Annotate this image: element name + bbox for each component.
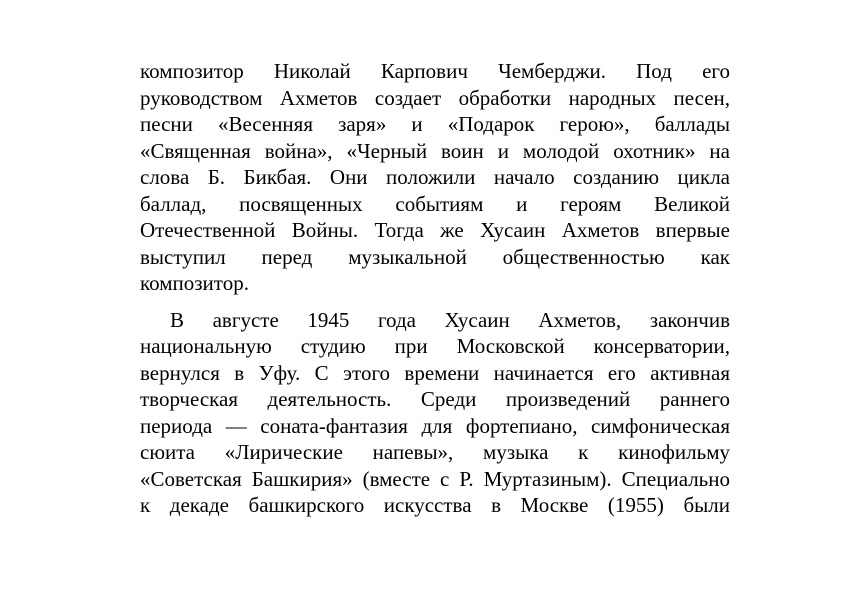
text-line: композитор. bbox=[140, 271, 249, 295]
text-line: вернулся в Уфу. С этого времени начинается его активная bbox=[140, 360, 730, 385]
text-line: творческая деятельность. Среди произведений раннего bbox=[140, 387, 730, 411]
text-line: песни «Весенняя заря» и «Подарок герою», баллады bbox=[140, 112, 730, 136]
text-line: периода — соната-фантазия для фортепиано, симфоническая bbox=[140, 413, 730, 438]
text-line: «Священная война», «Черный воин и молодой охотник» на bbox=[140, 138, 730, 163]
text-line: сюита «Лирические напевы», музыка к кинофильму bbox=[140, 440, 730, 464]
text-line: баллад, посвященных событиям и героям Великой bbox=[140, 191, 730, 216]
paragraph-1 bbox=[140, 58, 730, 297]
body-text bbox=[140, 58, 730, 519]
text-line: В августе 1945 года Хусаин Ахметов, закончив bbox=[170, 307, 730, 332]
text-line: «Советская Башкирия» (вместе с Р. Муртазиным). Специально bbox=[140, 466, 730, 491]
text-line: Отечественной Войны. Тогда же Хусаин Ахметов впервые bbox=[140, 218, 730, 242]
text-line: слова Б. Бикбая. Они положили начало созданию цикла bbox=[140, 165, 730, 189]
text-line: к декаде башкирского искусства в Москве (1955) были bbox=[140, 493, 730, 517]
text-line: выступил перед музыкальной общественностью как bbox=[140, 244, 730, 269]
paragraph-gap bbox=[140, 297, 730, 307]
text-line: композитор Николай Карпович Чемберджи. Под его bbox=[140, 59, 730, 83]
text-line: руководством Ахметов создает обработки народных песен, bbox=[140, 85, 730, 110]
paragraph-2 bbox=[140, 307, 730, 519]
text-line: национальную студию при Московской консерватории, bbox=[140, 334, 730, 358]
